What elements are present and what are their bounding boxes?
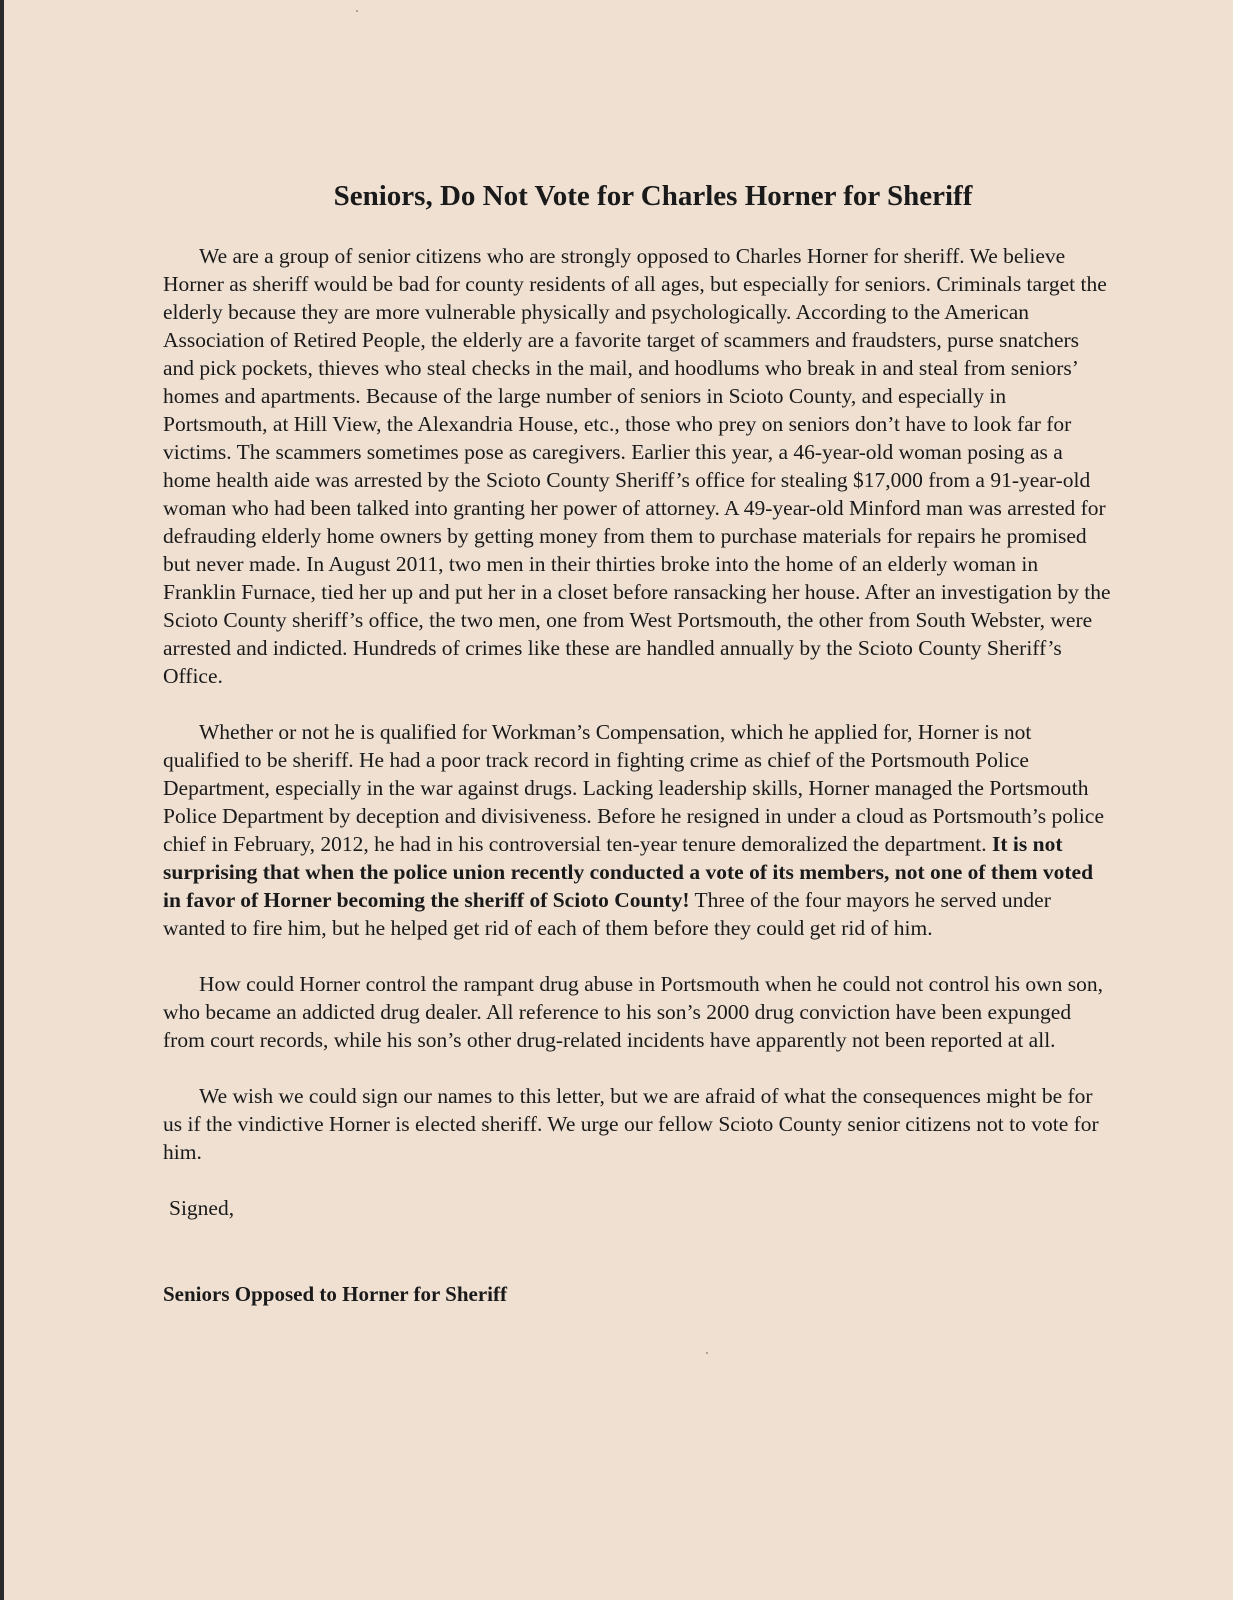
scan-speck <box>356 10 358 12</box>
signature-line: Seniors Opposed to Horner for Sheriff <box>163 1282 507 1306</box>
paragraph-closing-request: We wish we could sign our names to this letter, but we are afraid of what the consequences might be for us if the vindictive Horner is elected sheriff. We urge our fellow Scioto County senior citizens not to vote for him. <box>163 1084 1099 1164</box>
letter-title: Seniors, Do Not Vote for Charles Horner for Sheriff <box>333 180 973 212</box>
scan-speck <box>706 1352 708 1354</box>
paragraph-qualifications-bold: It is not surprising that when the police union recently conducted a vote of its members, not one of them voted in favor of Horner becoming the sheriff of Scioto County! <box>163 832 1094 912</box>
closing-signed: Signed, <box>169 1196 235 1220</box>
paragraph-drug-abuse: How could Horner control the rampant drug abuse in Portsmouth when he could not control his own son, who became an addicted drug dealer. All reference to his son’s 2000 drug conviction have been expunged from court records, while his son’s other drug-related incidents have apparently not been reported at all. <box>163 972 1104 1052</box>
letter-page <box>163 178 1113 1308</box>
paragraph-qualifications <box>163 718 1113 942</box>
paragraph-crimes-against-seniors: We are a group of senior citizens who are strongly opposed to Charles Horner for sheriff. We believe Horner as sheriff would be bad for county residents of all ages, but especially for seniors. Criminals target the elderly because they are more vulnerable physically and psychologically. According to the American Association of Retired People, the elderly are a favorite target of scammers and fraudsters, purse snatchers and pick pockets, thieves who steal checks in the mail, and hoodlums who break in and steal from seniors’ homes and apartments. Because of the large number of seniors in Scioto County, and especially in Portsmouth, at Hill View, the Alexandria House, etc., those who prey on seniors don’t have to look far for victims. The scammers sometimes pose as caregivers. Earlier this year, a 46-year-old woman posing as a home health aide was arrested by the Scioto County Sheriff’s office for stealing $17,000 from a 91-year-old woman who had been talked into granting her power of attorney. A 49-year-old Minford man was arrested for defrauding elderly home owners by getting money from them to purchase materials for repairs he promised but never made. In August 2011, two men in their thirties broke into the home of an elderly woman in Franklin Furnace, tied her up and put her in a closet before ransacking her house. After an investigation by the Scioto County sheriff’s office, the two men, one from West Portsmouth, the other from South Webster, were arrested and indicted. Hundreds of crimes like these are handled annually by the Scioto County Sheriff’s Office. <box>163 244 1111 688</box>
scan-left-edge <box>0 0 4 1600</box>
paragraph-qualifications-start: Whether or not he is qualified for Workman’s Compensation, which he applied for, Horner is not qualified to be sheriff. He had a poor track record in fighting crime as chief of the Portsmouth Police Department, especially in the war against drugs. Lacking leadership skills, Horner managed the Portsmouth Police Department by deception and divisiveness. Before he resigned in under a cloud as Portsmouth’s police chief in February, 2012, he had in his controversial ten-year tenure demoralized the department. <box>163 720 1104 856</box>
paragraph-qualifications-end: Three of the four mayors he served under wanted to fire him, but he helped get rid of each of them before they could get rid of him. <box>163 888 1051 940</box>
